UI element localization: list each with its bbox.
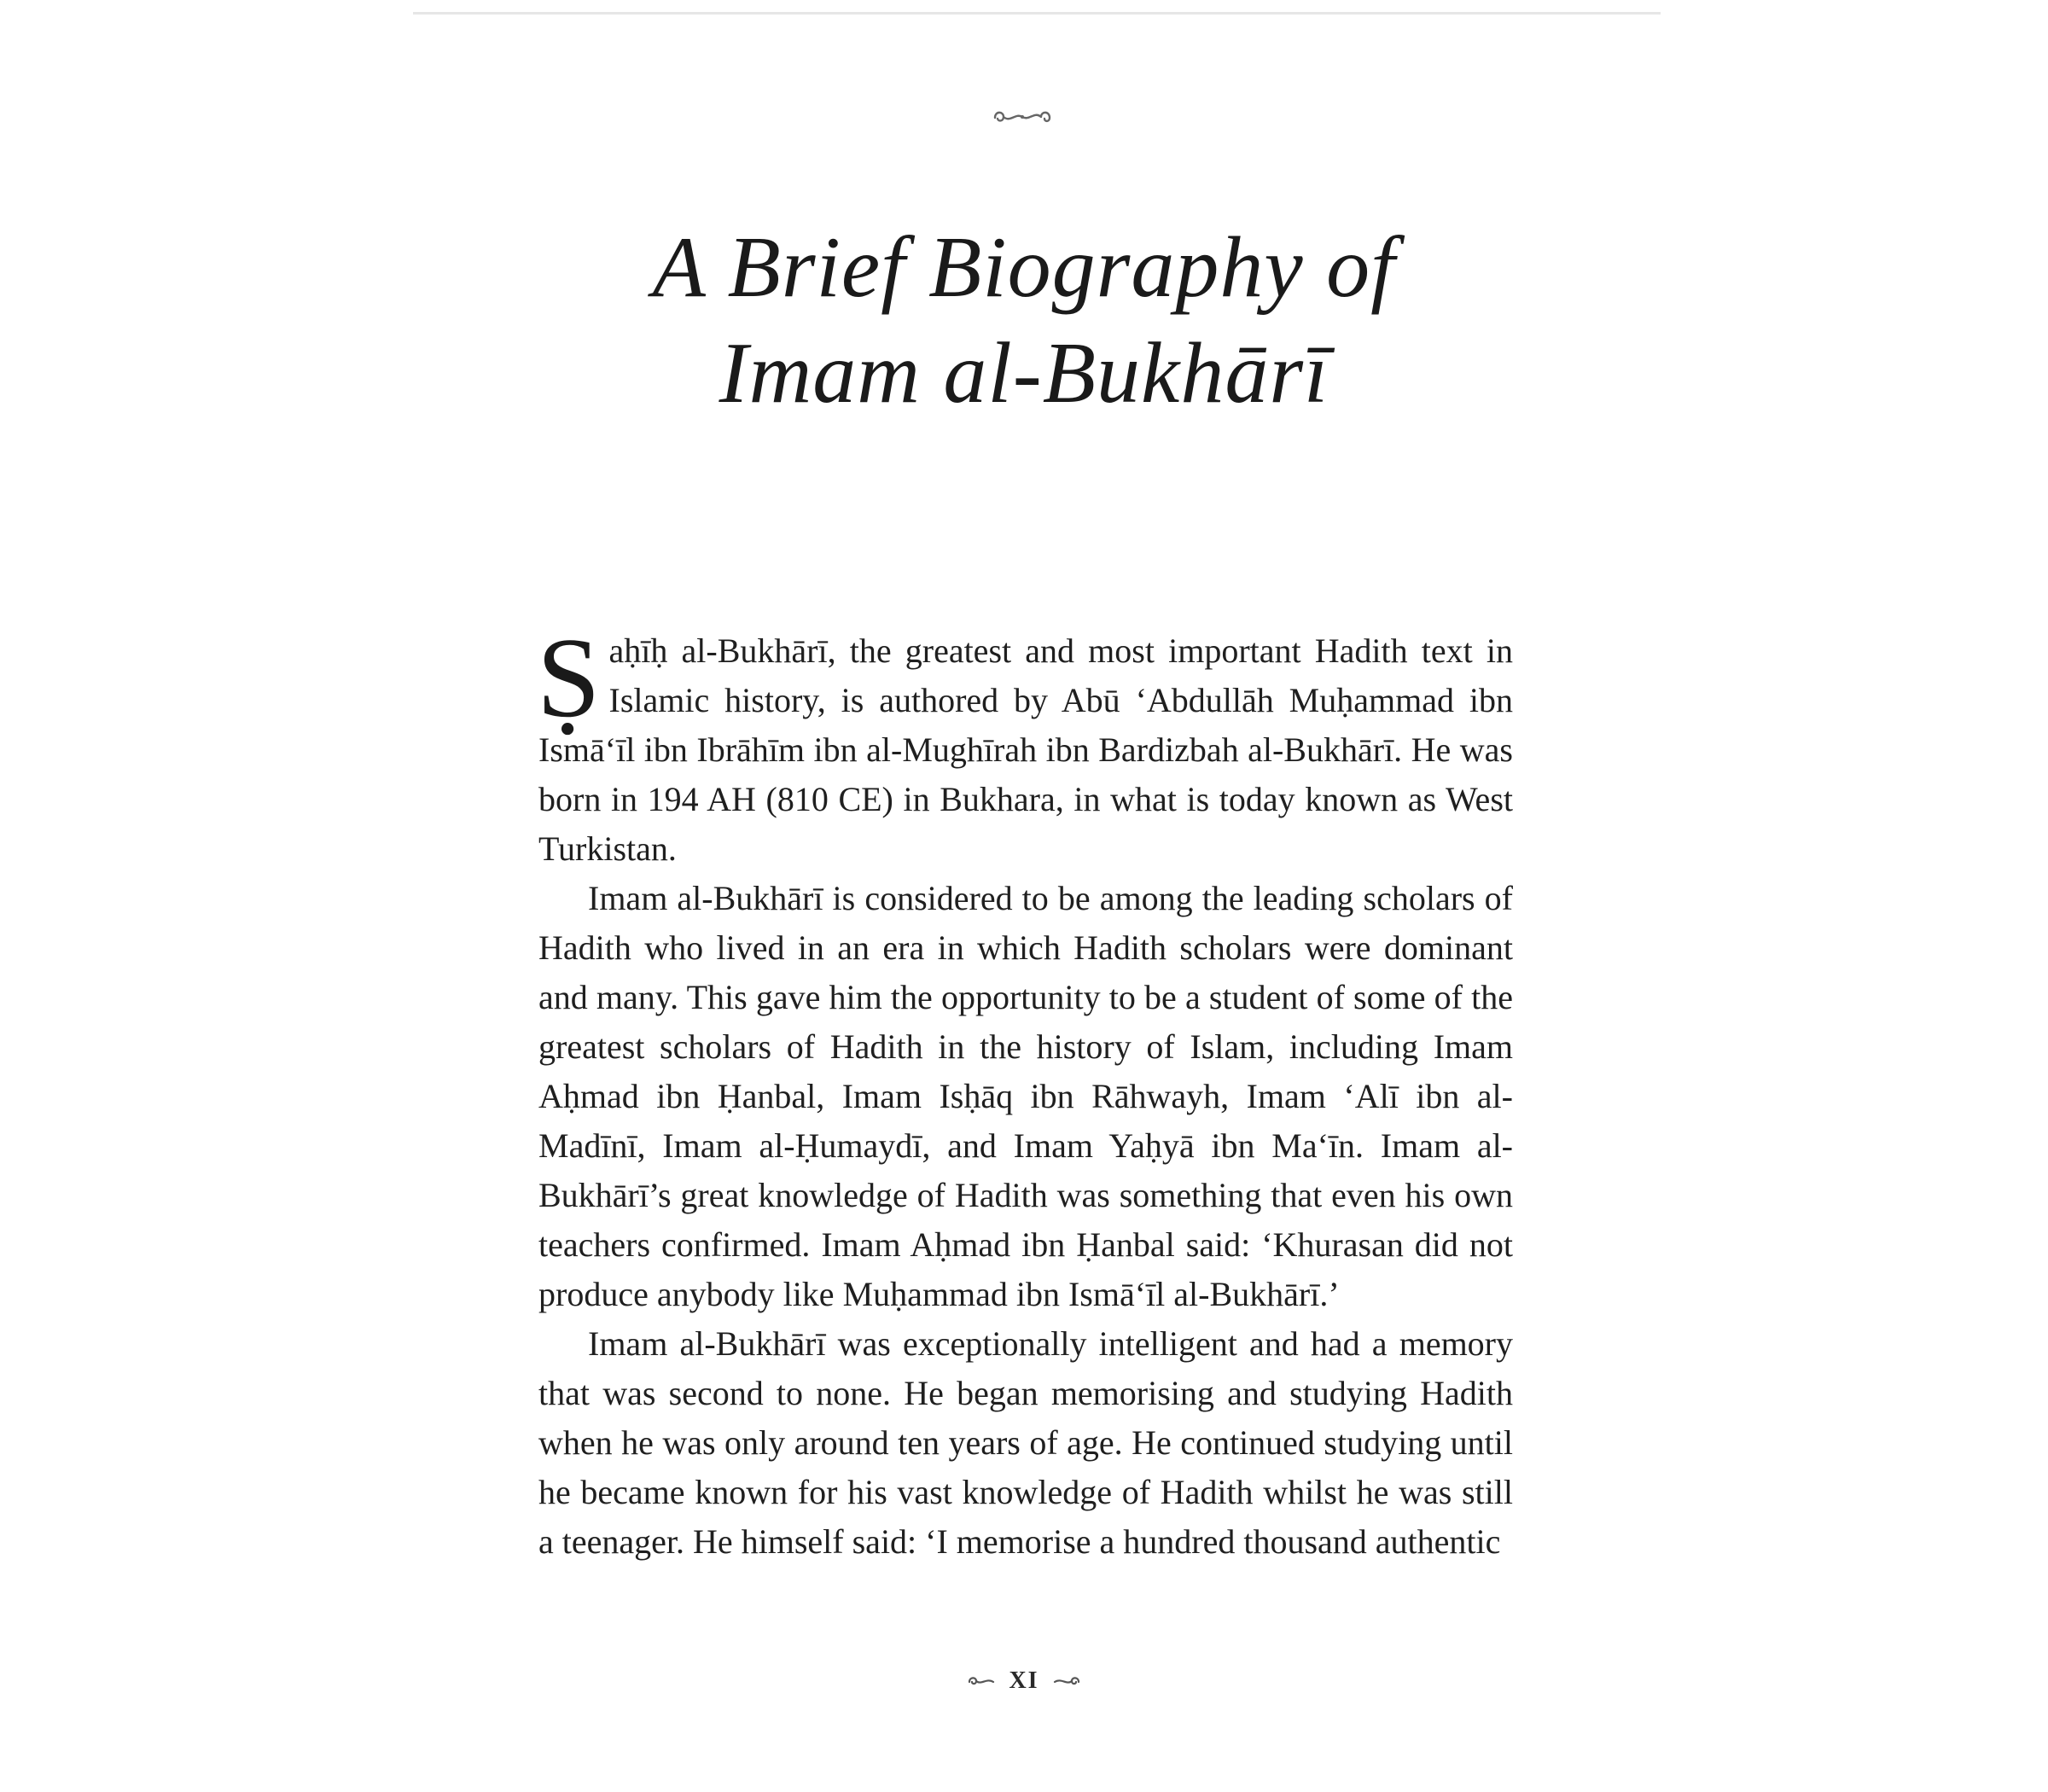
page-footer — [939, 1664, 1109, 1698]
flourish-right-icon — [1051, 1673, 1082, 1690]
flourish-icon — [990, 104, 1055, 130]
page-number: XI — [1009, 1667, 1039, 1694]
flourish-left-icon — [966, 1673, 997, 1690]
paragraph-1-text: aḥīḥ al-Bukhārī, the greatest and most important Hadith text in Islamic history, is authored by Abū ‘Abdullāh Muḥammad ibn Ismā‘īl ibn Ibrāhīm ibn al-Mughīrah ibn Bardizbah al-Bukhārī. He was born in 194 AH (810 CE) in Bukhara, in what is today known as West Turkistan. — [538, 631, 1513, 868]
paragraph-2: Imam al-Bukhārī is considered to be among the leading scholars of Hadith who lived in an era in which Hadith scholars were dominant and many. This gave him the opportunity to be a student of some of the greatest scholars of Hadith in the history of Islam, including Imam Aḥmad ibn Ḥanbal, Imam Isḥāq ibn Rāhwayh, Imam ‘Alī ibn al-Madīnī, Imam al-Ḥumaydī, and Imam Yaḥyā ibn Ma‘īn. Imam al-Bukhārī’s great knowledge of Hadith was something that even his own teachers confirmed. Imam Aḥmad ibn Ḥanbal said: ‘Khurasan did not produce anybody like Muḥammad ibn Ismā‘īl al-Bukhārī.’ — [538, 879, 1513, 1313]
top-rule — [413, 12, 1661, 15]
body-text — [537, 614, 1513, 1567]
paragraph-3: Imam al-Bukhārī was exceptionally intelligent and had a memory that was second to none. He began memorising and studying Hadith when he was only around ten years of age. He continued studying until he became known for his vast knowledge of Hadith whilst he was still a teenager. He himself said: ‘I memorise a hundred thousand authentic — [538, 1324, 1513, 1561]
paragraph-1 — [537, 614, 1513, 874]
chapter-title-line-1: A Brief Biography of — [652, 219, 1396, 316]
drop-cap: Ṣ — [537, 614, 601, 741]
chapter-title — [427, 215, 1621, 427]
chapter-title-line-2: Imam al-Bukhārī — [719, 325, 1329, 422]
